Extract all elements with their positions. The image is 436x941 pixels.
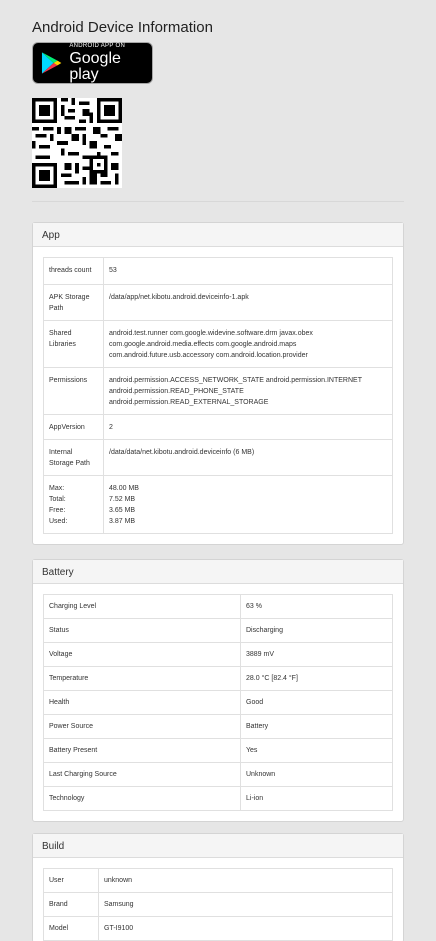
row-value: 53 [104,258,393,285]
table-row [44,368,393,415]
row-key: Technology [44,787,241,811]
badge-small-text: ANDROID APP ON [69,43,126,49]
row-key: APK Storage Path [44,285,104,321]
row-key: Status [44,619,241,643]
table-row [44,595,393,619]
table-row [44,321,393,368]
memory-value-free: 3.65 MB [109,507,136,514]
row-value: /data/data/net.kibotu.android.deviceinfo (6 MB) [104,440,393,476]
table-row [44,667,393,691]
table-row [44,415,393,440]
row-key: Charging Level [44,595,241,619]
header-divider [32,201,404,202]
row-key: Power Source [44,715,241,739]
table-row [44,893,393,917]
row-value: android.permission.ACCESS_NETWORK_STATE android.permission.INTERNET android.permission.READ_PHONE_STATE android.permission.READ_EXTERNAL_STORAGE [104,368,393,415]
table-row [44,739,393,763]
row-value: 3889 mV [241,643,393,667]
app-panel-title: App [33,223,403,247]
row-key: Temperature [44,667,241,691]
row-value: 28.0 °C [82.4 °F] [241,667,393,691]
table-row [44,691,393,715]
battery-panel [32,559,404,822]
build-table [43,868,393,941]
row-key: User [44,869,99,893]
row-key: threads count [44,258,104,285]
row-value: /data/app/net.kibotu.android.deviceinfo-1.apk [104,285,393,321]
battery-panel-title: Battery [33,560,403,584]
table-row [44,787,393,811]
memory-label-total: Total: [49,496,66,503]
row-value: 63 % [241,595,393,619]
qr-code-icon [32,98,122,188]
row-value: Unknown [241,763,393,787]
table-row [44,643,393,667]
row-value: Battery [241,715,393,739]
row-key: Model [44,917,99,941]
row-key: Permissions [44,368,104,415]
row-key: AppVersion [44,415,104,440]
row-value: Li-ion [241,787,393,811]
row-value: Discharging [241,619,393,643]
table-row [44,285,393,321]
row-key: Voltage [44,643,241,667]
row-key: Health [44,691,241,715]
build-panel-title: Build [33,834,403,858]
row-value: Yes [241,739,393,763]
row-key: Shared Libraries [44,321,104,368]
app-panel [32,222,404,545]
memory-label-max: Max: [49,485,65,492]
memory-value-used: 3.87 MB [109,518,136,525]
row-value: 2 [104,415,393,440]
app-table [43,257,393,534]
row-value: unknown [99,869,393,893]
google-play-icon [41,51,62,75]
build-panel [32,833,404,941]
memory-values [104,476,393,534]
table-row [44,258,393,285]
table-row [44,763,393,787]
memory-label-free: Free: [49,507,66,514]
row-key: Battery Present [44,739,241,763]
memory-label-used: Used: [49,518,68,525]
table-row [44,715,393,739]
battery-table [43,594,393,811]
row-key: Last Charging Source [44,763,241,787]
row-key: Internal Storage Path [44,440,104,476]
row-key: Brand [44,893,99,917]
row-value: GT-I9100 [99,917,393,941]
memory-labels [44,476,104,534]
table-row [44,917,393,941]
memory-value-max: 48.00 MB [109,485,139,492]
row-value: Good [241,691,393,715]
row-value: Samsung [99,893,393,917]
google-play-badge[interactable] [32,42,153,84]
badge-big-text: Google play [69,50,121,83]
memory-value-total: 7.52 MB [109,496,136,503]
table-row [44,619,393,643]
table-row [44,440,393,476]
table-row [44,476,393,534]
page-title: Android Device Information [32,19,213,36]
row-value: android.test.runner com.google.widevine.software.drm javax.obex com.google.android.media.effects com.google.android.maps com.android.future.usb.accessory com.android.location.provider [104,321,393,368]
table-row [44,869,393,893]
